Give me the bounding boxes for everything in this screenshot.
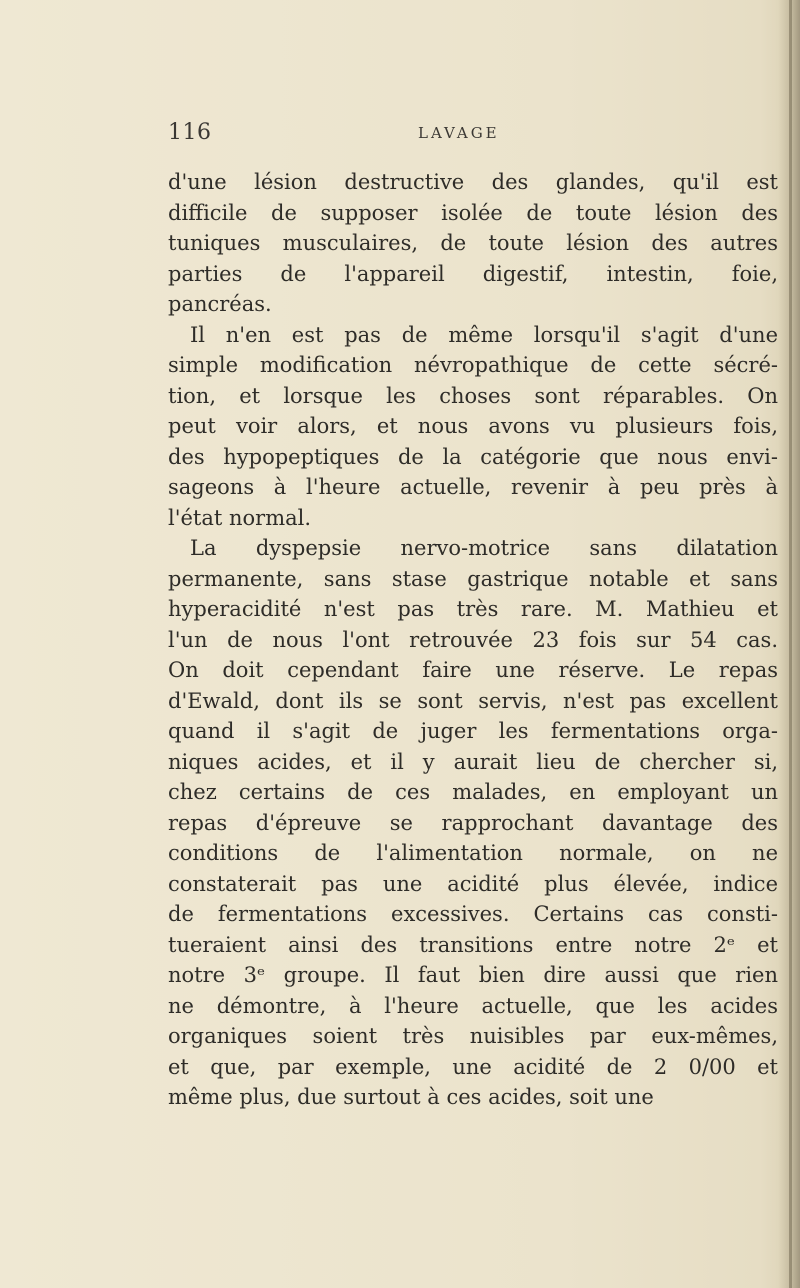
text-line: des hypopeptiques de la catégorie que nous envi- <box>168 444 778 469</box>
text-line: tion, et lorsque les choses sont réparables. On <box>168 383 778 408</box>
text-line: La dyspepsie nervo-motrice sans dilatation <box>190 536 778 560</box>
text-line: l'état normal. <box>168 505 312 530</box>
text-line: d'Ewald, dont ils se sont servis, n'est pas excellent <box>168 688 778 713</box>
text-line: ne démontre, à l'heure actuelle, que les acides <box>168 993 778 1018</box>
text-line: d'une lésion destructive des glandes, qu'il est <box>168 170 778 194</box>
text-line: notre 3ᵉ groupe. Il faut bien dire aussi que rien <box>168 963 778 987</box>
running-head: LAVAGE <box>418 124 500 142</box>
page-edge-line <box>789 0 792 1288</box>
text-line: l'un de nous l'ont retrouvée 23 fois sur 54 cas. <box>168 627 778 652</box>
text-line: de fermentations excessives. Certains cas consti- <box>168 902 778 926</box>
text-line: simple modification névropathique de cette sécré- <box>168 353 778 377</box>
text-line: On doit cependant faire une réserve. Le repas <box>168 658 778 682</box>
text-line: pancréas. <box>168 292 272 316</box>
text-line: conditions de l'alimentation normale, on ne <box>168 841 778 865</box>
text-line: peut voir alors, et nous avons vu plusieurs fois, <box>168 414 778 438</box>
text-line: tuniques musculaires, de toute lésion des autres <box>168 231 778 255</box>
text-line: difficile de supposer isolée de toute lésion des <box>168 200 778 225</box>
text-line: quand il s'agit de juger les fermentations orga- <box>168 719 778 743</box>
text-line: hyperacidité n'est pas très rare. M. Mathieu et <box>168 597 778 621</box>
page-header <box>168 120 768 160</box>
text-line: parties de l'appareil digestif, intestin, foie, <box>168 261 778 286</box>
text-line: niques acides, et il y aurait lieu de chercher si, <box>168 749 778 774</box>
body-text <box>168 167 778 1113</box>
page-number: 116 <box>168 120 212 145</box>
text-line: permanente, sans stase gastrique notable et sans <box>168 566 778 591</box>
text-line: sageons à l'heure actuelle, revenir à peu près à <box>168 475 778 499</box>
text-line: repas d'épreuve se rapprochant davantage des <box>168 810 778 835</box>
text-line: et que, par exemple, une acidité de 2 0/00 et <box>168 1054 778 1079</box>
text-line: constaterait pas une acidité plus élevée, indice <box>168 871 778 896</box>
text-line: chez certains de ces malades, en employant un <box>168 780 778 804</box>
text-line: Il n'en est pas de même lorsqu'il s'agit d'une <box>190 322 778 347</box>
text-line: organiques soient très nuisibles par eux-mêmes, <box>168 1024 778 1048</box>
text-line: même plus, due surtout à ces acides, soit une <box>168 1085 654 1109</box>
text-line: tueraient ainsi des transitions entre notre 2ᵉ et <box>168 932 778 957</box>
